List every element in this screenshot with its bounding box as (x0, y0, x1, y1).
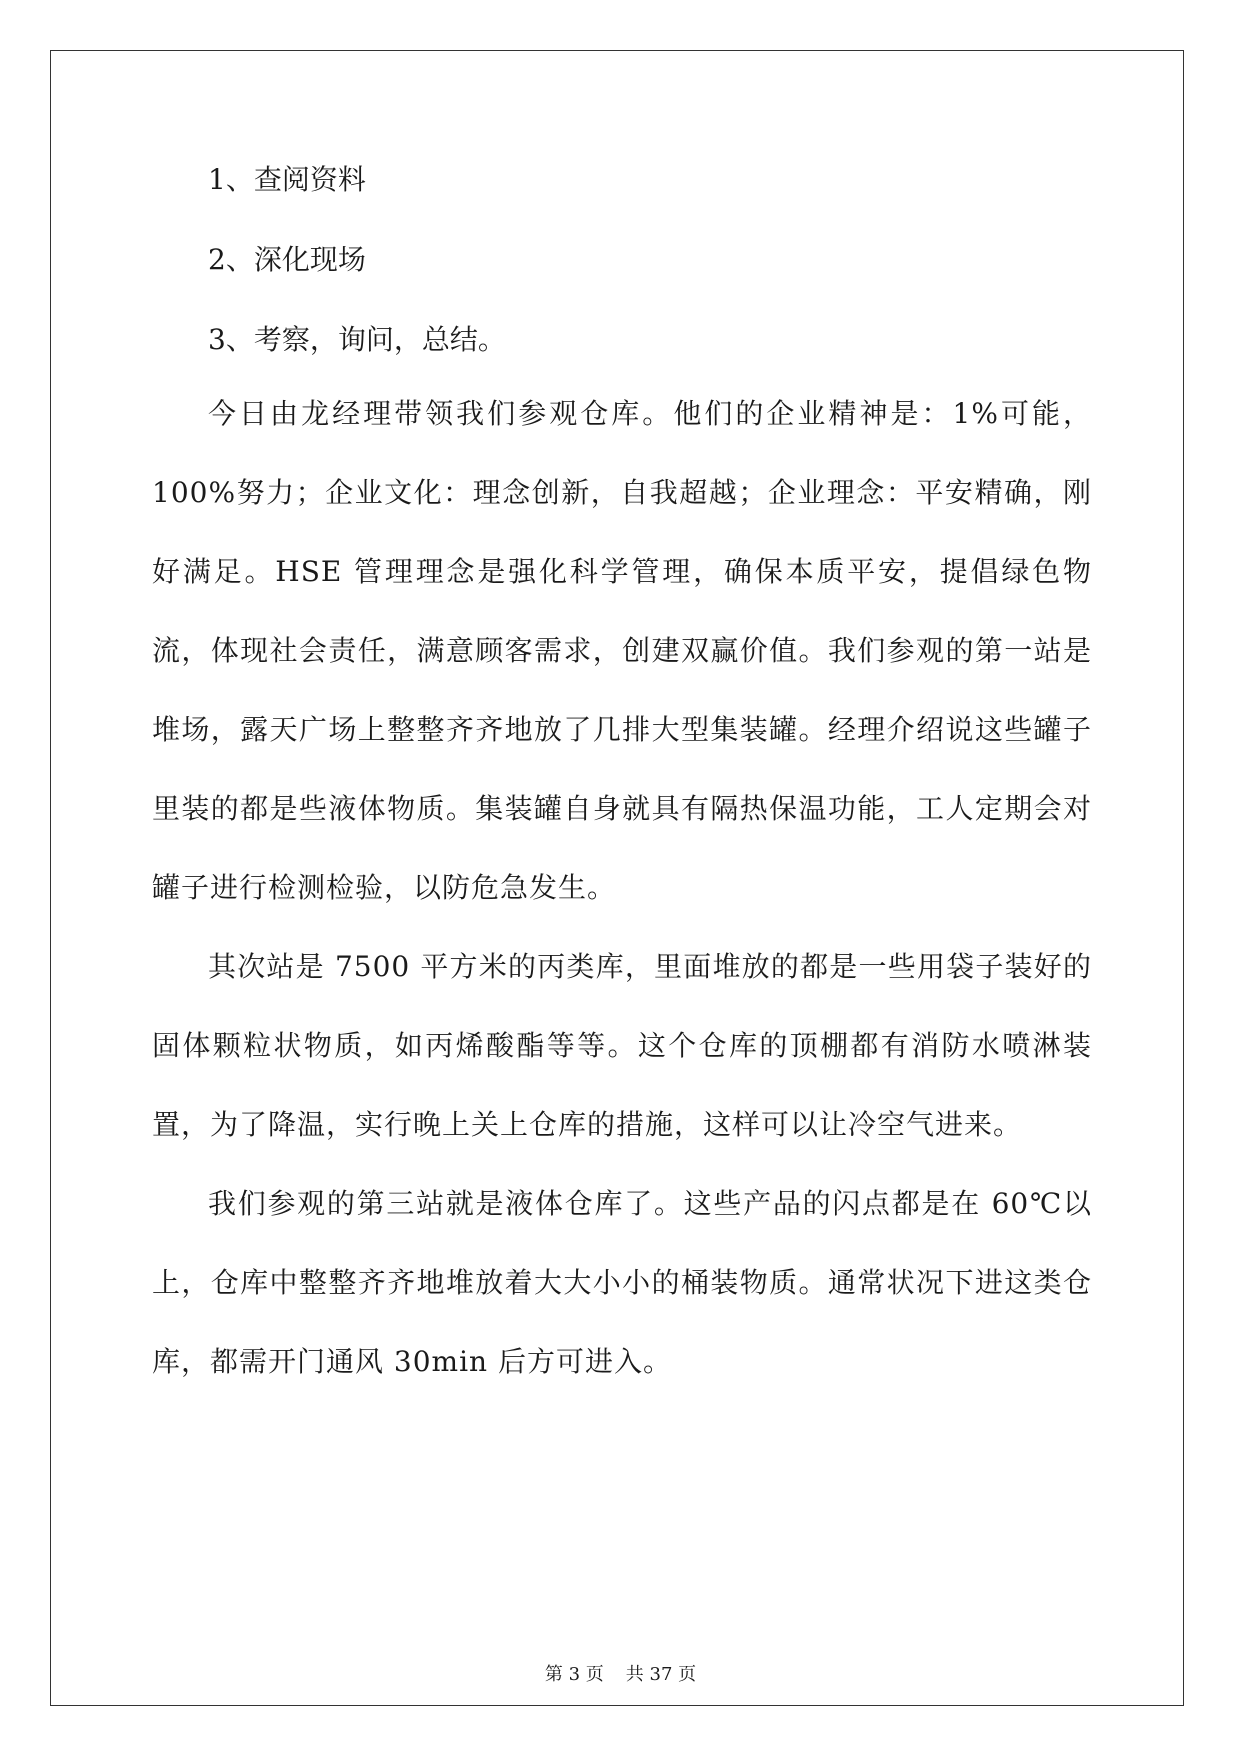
list-item-3: 3、考察，询问，总结。 (208, 323, 506, 356)
page-number: 第 3 页 (544, 1664, 604, 1685)
list-item-1: 1、查阅资料 (208, 163, 366, 196)
list-item-2: 2、深化现场 (208, 243, 366, 276)
document-body (152, 160, 1092, 1401)
page-footer (0, 1660, 1241, 1686)
paragraph-2: 其次站是 7500 平方米的丙类库，里面堆放的都是一些用袋子装好的固体颗粒状物质，如丙烯酸酯等等。这个仓库的顶棚都有消防水喷淋装置，为了降温，实行晚上关上仓库的措施，这样可以让冷空气进来。 (152, 950, 1092, 1141)
page-total: 共 37 页 (625, 1664, 697, 1685)
paragraph-1: 今日由龙经理带领我们参观仓库。他们的企业精神是：1%可能，100%努力；企业文化：理念创新，自我超越；企业理念：平安精确，刚好满足。HSE 管理理念是强化科学管理，确保本质平安，提倡绿色物流，体现社会责任，满意顾客需求，创建双赢价值。我们参观的第一站是堆场，露天广场上整整齐齐地放了几排大型集装罐。经理介绍说这些罐子里装的都是些液体物质。集装罐自身就具有隔热保温功能，工人定期会对罐子进行检测检验，以防危急发生。 (152, 397, 1092, 904)
paragraph-3: 我们参观的第三站就是液体仓库了。这些产品的闪点都是在 60℃以上，仓库中整整齐齐地堆放着大大小小的桶装物质。通常状况下进这类仓库，都需开门通风 30min 后方可进入。 (152, 1187, 1092, 1378)
